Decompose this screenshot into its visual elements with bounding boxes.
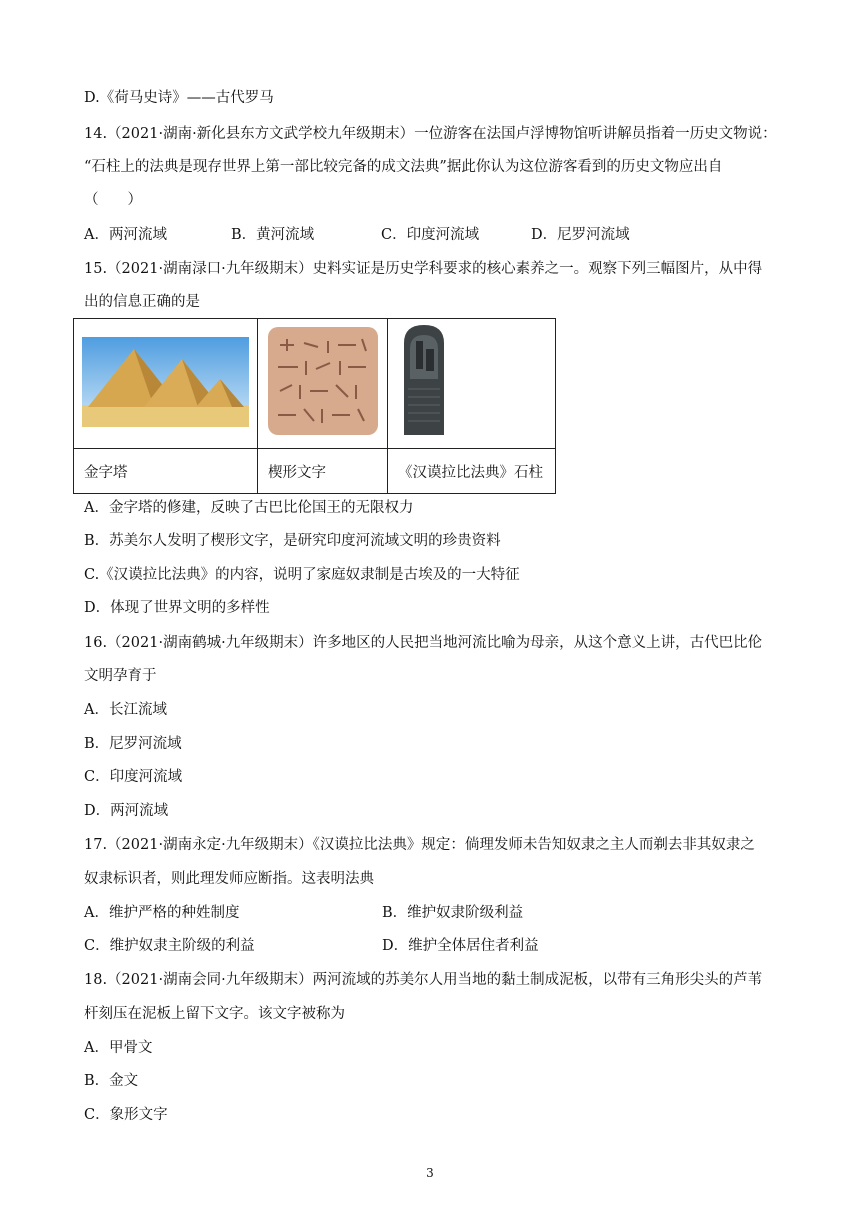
pyramid-image-cell: [74, 319, 258, 449]
q14-stem-line1: 14.（2021·湖南·新化县东方文武学校九年级期末）一位游客在法国卢浮博物馆听讲解员指着一历史文物说：: [84, 126, 777, 142]
q18-stem-line1: 18.（2021·湖南会同·九年级期末）两河流域的苏美尔人用当地的黏土制成泥板，以带有三角形尖头的芦苇: [84, 972, 763, 988]
q17-option-c: C．维护奴隶主阶级的利益: [84, 938, 255, 954]
q17-option-d: D．维护全体居住者利益: [382, 938, 539, 954]
figure-table: [73, 318, 556, 494]
q16-option-a: A．长江流域: [84, 702, 167, 718]
q14-stem-line2: “石柱上的法典是现存世界上第一部比较完备的成文法典”据此你认为这位游客看到的历史文物应出自: [84, 159, 723, 175]
q18-stem-line2: 杆刻压在泥板上留下文字。该文字被称为: [84, 1006, 345, 1022]
q14-option-d: D．尼罗河流域: [531, 227, 630, 243]
q16-option-c: C．印度河流域: [84, 769, 183, 785]
q15-stem-line2: 出的信息正确的是: [84, 294, 200, 310]
q18-option-b: B．金文: [84, 1073, 139, 1089]
q16-option-d: D．两河流域: [84, 803, 169, 819]
q14-option-b: B．黄河流域: [231, 227, 315, 243]
q15-option-d: D．体现了世界文明的多样性: [84, 600, 270, 616]
q17-option-a: A．维护严格的种姓制度: [84, 905, 240, 921]
q15-option-c: C.《汉谟拉比法典》的内容，说明了家庭奴隶制是古埃及的一大特征: [84, 567, 520, 583]
q14-option-a: A．两河流域: [84, 227, 167, 243]
q14-stem-line3: （ ）: [84, 192, 142, 208]
q15-option-a: A．金字塔的修建，反映了古巴比伦国王的无限权力: [84, 500, 414, 516]
q17-stem-line1: 17.（2021·湖南永定·九年级期末）《汉谟拉比法典》规定：倘理发师未告知奴隶之主人而剃去非其奴隶之: [84, 837, 755, 853]
q16-stem-line1: 16.（2021·湖南鹤城·九年级期末）许多地区的人民把当地河流比喻为母亲，从这个意义上讲，古代巴比伦: [84, 635, 763, 651]
q14-option-c: C．印度河流域: [381, 227, 480, 243]
cuneiform-image-cell: [258, 319, 388, 449]
q16-stem-line2: 文明孕育于: [84, 668, 157, 684]
q17-stem-line2: 奴隶标识者，则此理发师应断指。这表明法典: [84, 871, 374, 887]
q18-option-a: A．甲骨文: [84, 1040, 153, 1056]
page-number: 3: [426, 1166, 434, 1180]
q16-option-b: B．尼罗河流域: [84, 736, 182, 752]
caption-pyramid: 金字塔: [74, 449, 258, 494]
caption-cuneiform: 楔形文字: [258, 449, 388, 494]
cuneiform-tablet-image: [258, 319, 387, 444]
q15-stem-line1: 15.（2021·湖南渌口·九年级期末）史料实证是历史学科要求的核心素养之一。观察下列三幅图片，从中得: [84, 261, 763, 277]
q17-option-b: B．维护奴隶阶级利益: [382, 905, 524, 921]
hammurabi-stele-image: [388, 319, 555, 444]
pyramid-image: [74, 319, 257, 444]
q15-option-b: B．苏美尔人发明了楔形文字，是研究印度河流域文明的珍贵资料: [84, 533, 501, 549]
caption-stele: 《汉谟拉比法典》石柱: [388, 449, 556, 494]
q18-option-c: C．象形文字: [84, 1107, 168, 1123]
stele-image-cell: [388, 319, 556, 449]
prev-option-d: D.《荷马史诗》——古代罗马: [84, 90, 274, 106]
